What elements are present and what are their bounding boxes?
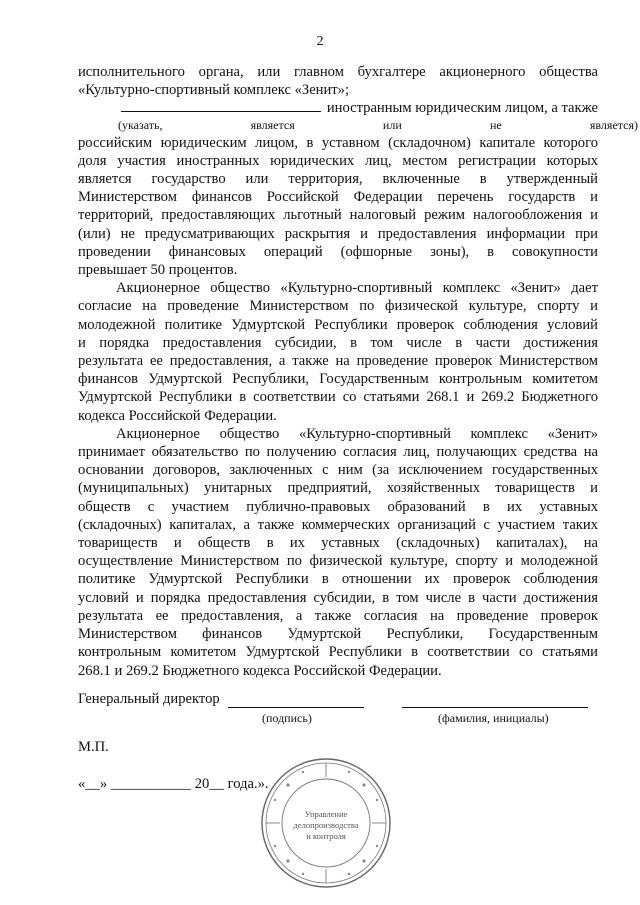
text-line: кодекса Российской Федерации. <box>78 407 277 424</box>
text-line: является государство или территория, включенные в утвержденный <box>78 171 598 188</box>
name-hint: (фамилия, инициалы) <box>438 711 549 725</box>
text-line: (складочных) капиталах, а также коммерческих организаций с участием таких <box>78 516 598 533</box>
text-line: Акционерное общество «Культурно-спортивный комплекс «Зенит» <box>116 425 598 442</box>
field-hint: (указать, является или не является) <box>118 117 638 132</box>
blank-line-text: иностранным юридическим лицом, а также <box>326 100 598 117</box>
text-line: Акционерное общество «Культурно-спортивный комплекс «Зенит» дает <box>116 280 598 297</box>
signature-label: Генеральный директор <box>78 691 220 707</box>
text-line: Министерством финансов Удмуртской Республики, Государственным <box>78 626 598 643</box>
signature-line <box>228 706 364 708</box>
text-line: товариществ и обществ в их уставных (складочных) капиталах), на <box>78 535 598 552</box>
stamp-line: Управление <box>304 809 348 819</box>
text-line: проведении финансовых операций (офшорные зоны), в совокупности <box>78 243 598 260</box>
text-line: (муниципальных) унитарных предприятий, хозяйственных товариществ и <box>78 480 598 497</box>
text-line: результата ее предоставления, а также на проведение проверок Министерством <box>78 353 598 370</box>
text-line: контрольным комитетом Удмуртской Республики в соответствии со статьями <box>78 644 598 661</box>
text-line: доля участия иностранных юридических лиц, местом регистрации которых <box>78 152 598 169</box>
seal-mark: М.П. <box>78 739 109 755</box>
text-line: 268.1 и 269.2 Бюджетного кодекса Российской Федерации. <box>78 662 442 679</box>
text-line: осуществление Министерством по физической культуре, спорту и молодежной <box>78 553 598 570</box>
text-line: российским юридическим лицом, в уставном (складочном) капитале которого <box>78 134 598 151</box>
text-line: (или) не предусматривающих раскрытия и предоставления информации при <box>78 225 598 242</box>
blank-field <box>121 99 321 112</box>
text-line: территорий, предоставляющих льготный налоговый режим налогообложения и <box>78 207 598 224</box>
signature-hint: (подпись) <box>262 711 312 725</box>
text-line: принимает обязательство по получению согласия лиц, получающих средства на <box>78 444 598 461</box>
text-line: Министерством финансов Российской Федерации перечень государств и <box>78 189 598 206</box>
stamp-line: делопроизводства <box>293 820 359 830</box>
text-line: обществ с участием публично-правовых образований в их уставных <box>78 498 598 515</box>
page-number: 2 <box>316 34 324 49</box>
hint-line <box>78 117 638 134</box>
text-line: результата ее предоставления, а также согласия на проведение проверок <box>78 607 598 624</box>
text-line <box>78 99 598 117</box>
text-line: Удмуртской Республики в соответствии со статьями 268.1 и 269.2 Бюджетного <box>78 389 598 406</box>
name-line <box>402 706 588 708</box>
stamp-line: и контроля <box>306 831 346 841</box>
text-line: исполнительного органа, или главном бухгалтере акционерного общества <box>78 64 598 80</box>
text-line: «Культурно-спортивный комплекс «Зенит»; <box>78 82 350 99</box>
text-line: финансов Удмуртской Республики, Государственным контрольным комитетом <box>78 371 598 388</box>
text-line: и порядка предоставления субсидии, в том числе в части достижения <box>78 334 598 351</box>
text-line: условий и порядка предоставления субсидии, в том числе в части достижения <box>78 589 598 606</box>
text-line: молодежной политике Удмуртской Республики проверок соблюдения условий <box>78 316 598 333</box>
round-stamp-icon <box>258 755 394 891</box>
text-line: согласие на проведение Министерством по физической культуре, спорту и <box>78 298 598 315</box>
text-line: политике Удмуртской Республики в отношении их проверок соблюдения <box>78 571 598 588</box>
text-line: основании договоров, заключенных с ним (за исключением государственных <box>78 462 598 479</box>
text-line: превышает 50 процентов. <box>78 262 238 279</box>
date-line: «__» ___________ 20__ года.». <box>78 776 269 792</box>
paragraph-1 <box>78 63 638 680</box>
